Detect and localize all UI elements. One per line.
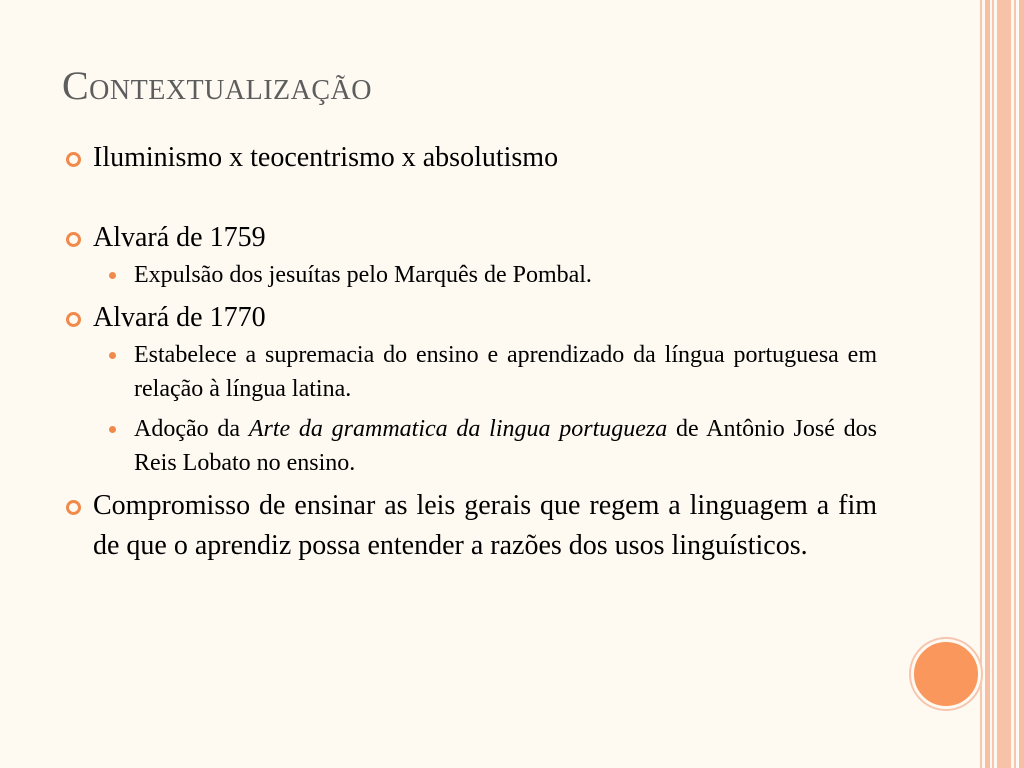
decor-stripe <box>980 0 982 768</box>
sub-bullet-item <box>64 258 877 292</box>
slide-content <box>64 138 877 566</box>
bullet-item <box>64 218 877 258</box>
bullet-item <box>64 298 877 338</box>
slide-title: Contextualização <box>62 63 372 108</box>
sub-bullet-item <box>64 338 877 406</box>
dot-bullet-icon <box>109 352 116 359</box>
sub-bullet-text: Expulsão dos jesuítas pelo Marquês de Pombal. <box>134 262 592 288</box>
decor-stripe <box>1019 0 1024 768</box>
sub-bullet-item <box>64 412 877 480</box>
sub-bullet-prefix: Adoção da <box>134 416 249 442</box>
ring-bullet-icon <box>66 312 81 327</box>
sub-bullet-suffix: de Antônio José dos Reis Lobato no ensino. <box>134 416 877 476</box>
ring-bullet-icon <box>66 152 81 167</box>
bullet-text: Alvará de 1770 <box>93 302 266 333</box>
ring-bullet-icon <box>66 232 81 247</box>
bullet-text: Alvará de 1759 <box>93 222 266 253</box>
bullet-item <box>64 486 877 566</box>
decor-stripe <box>1014 0 1016 768</box>
dot-bullet-icon <box>109 272 116 279</box>
bullet-item <box>64 138 877 178</box>
decor-stripe <box>992 0 994 768</box>
decor-stripe <box>997 0 1011 768</box>
decor-stripe <box>985 0 990 768</box>
dot-bullet-icon <box>109 426 116 433</box>
bullet-text: Compromisso de ensinar as leis gerais que regem a linguagem a fim de que o aprendiz possa entender a razões dos usos linguísticos. <box>93 490 877 561</box>
sub-bullet-text: Estabelece a supremacia do ensino e aprendizado da língua portuguesa em relação à língua latina. <box>134 342 877 402</box>
book-title: Arte da grammatica da lingua portugueza <box>248 416 668 442</box>
ring-bullet-icon <box>66 500 81 515</box>
bullet-text: Iluminismo x teocentrismo x absolutismo <box>93 142 559 173</box>
decor-circle <box>911 639 981 709</box>
